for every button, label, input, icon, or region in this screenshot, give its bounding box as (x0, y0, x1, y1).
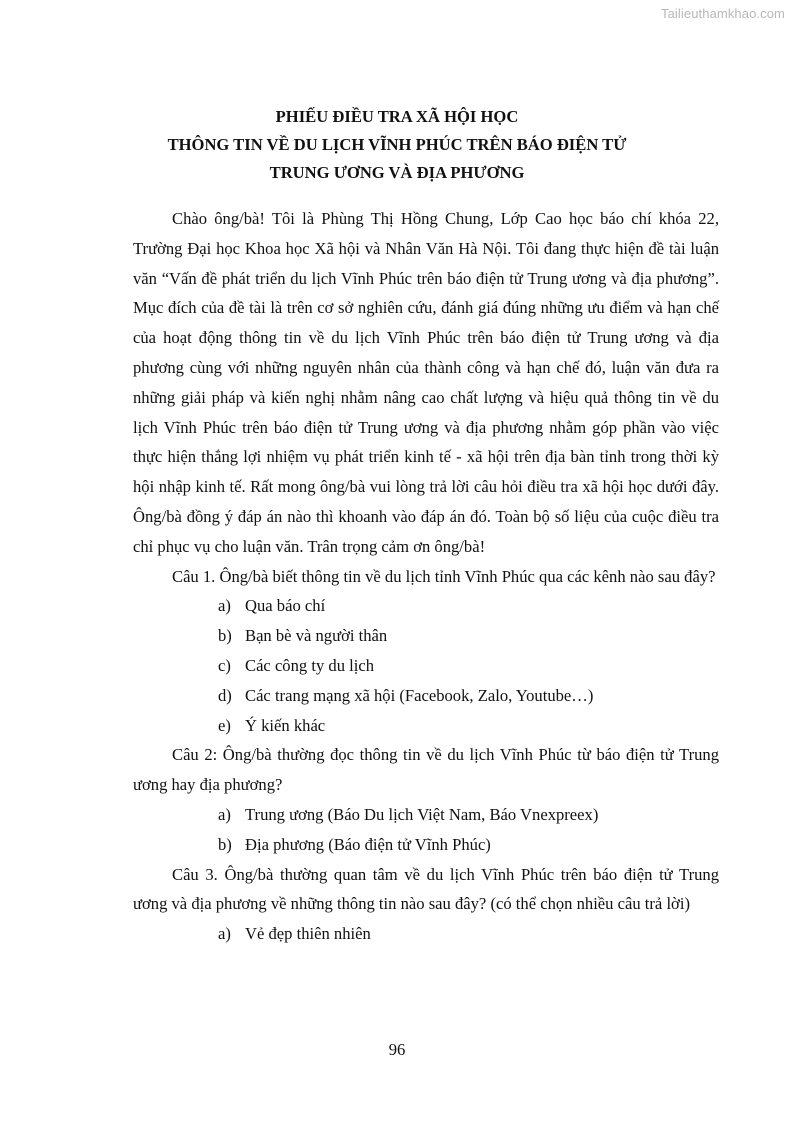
answer-option (218, 711, 719, 741)
answer-option (218, 919, 719, 949)
document-title (0, 103, 794, 187)
option-letter: d) (218, 685, 232, 705)
option-letter: b) (218, 834, 232, 854)
title-line-2: THÔNG TIN VỀ DU LỊCH VĨNH PHÚC TRÊN BÁO ĐIỆN TỬ (167, 135, 627, 154)
question-text: Câu 2: Ông/bà thường đọc thông tin về du lịch Vĩnh Phúc từ báo điện tử Trung ương hay địa phương? (133, 745, 719, 795)
intro-paragraph: Chào ông/bà! Tôi là Phùng Thị Hồng Chung, Lớp Cao học báo chí khóa 22, Trường Đại học Khoa học Xã hội và Nhân Văn Hà Nội. Tôi đang thực hiện đề tài luận văn “Vấn đề phát triển du lịch Vĩnh Phúc trên báo điện tử Trung ương và địa phương”. Mục đích của đề tài là trên cơ sở nghiên cứu, đánh giá đúng những ưu điểm và hạn chế của hoạt động thông tin về du lịch Vĩnh Phúc trên báo điện tử Trung ương và địa phương cùng với những nguyên nhân của thành công và hạn chế đó, luận văn đưa ra những giải pháp và kiến nghị nhằm nâng cao chất lượng và hiệu quả thông tin về du lịch Vĩnh Phúc trên báo điện tử Trung ương và địa phương nhằm góp phần vào việc thực hiện thắng lợi nhiệm vụ phát triển kinh tế - xã hội trên địa bàn tỉnh trong thời kỳ hội nhập kinh tế. Rất mong ông/bà vui lòng trả lời câu hỏi điều tra xã hội học dưới đây. Ông/bà đồng ý đáp án nào thì khoanh vào đáp án đó. Toàn bộ số liệu của cuộc điều tra chỉ phục vụ cho luận văn. Trân trọng cảm ơn ông/bà! (133, 209, 719, 556)
option-letter: a) (218, 596, 231, 616)
option-text: Trung ương (Báo Du lịch Việt Nam, Báo Vnexpreex) (245, 804, 599, 824)
option-text: Ý kiến khác (245, 715, 326, 735)
answer-option (218, 621, 719, 651)
option-text: Vẻ đẹp thiên nhiên (245, 924, 371, 944)
question-3 (133, 860, 719, 949)
question-text: Câu 1. Ông/bà biết thông tin về du lịch tỉnh Vĩnh Phúc qua các kênh nào sau đây? (172, 566, 716, 586)
question-text: Câu 3. Ông/bà thường quan tâm về du lịch Vĩnh Phúc trên báo điện tử Trung ương và địa phương về những thông tin nào sau đây? (có thể chọn nhiều câu trả lời) (133, 864, 719, 914)
answer-option (218, 830, 719, 860)
answer-option (218, 591, 719, 621)
option-letter: a) (218, 924, 231, 944)
page-number: 96 (388, 1040, 406, 1059)
option-text: Qua báo chí (245, 596, 326, 616)
option-text: Địa phương (Báo điện tử Vĩnh Phúc) (245, 834, 491, 854)
option-text: Các công ty du lịch (245, 655, 375, 675)
option-text: Các trang mạng xã hội (Facebook, Zalo, Youtube…) (245, 685, 594, 705)
option-letter: c) (218, 655, 231, 675)
option-letter: a) (218, 804, 231, 824)
question-2 (133, 740, 719, 859)
option-letter: b) (218, 626, 232, 646)
answer-option (218, 651, 719, 681)
answer-option (218, 681, 719, 711)
title-line-3: TRUNG ƯƠNG VÀ ĐỊA PHƯƠNG (269, 163, 525, 182)
answer-option (218, 800, 719, 830)
question-1 (133, 562, 719, 741)
document-body (133, 204, 719, 949)
option-letter: e) (218, 715, 231, 735)
title-line-1: PHIẾU ĐIỀU TRA XÃ HỘI HỌC (275, 107, 519, 126)
option-text: Bạn bè và người thân (245, 626, 388, 646)
watermark: Tailieuthamkhao.com (660, 6, 785, 21)
